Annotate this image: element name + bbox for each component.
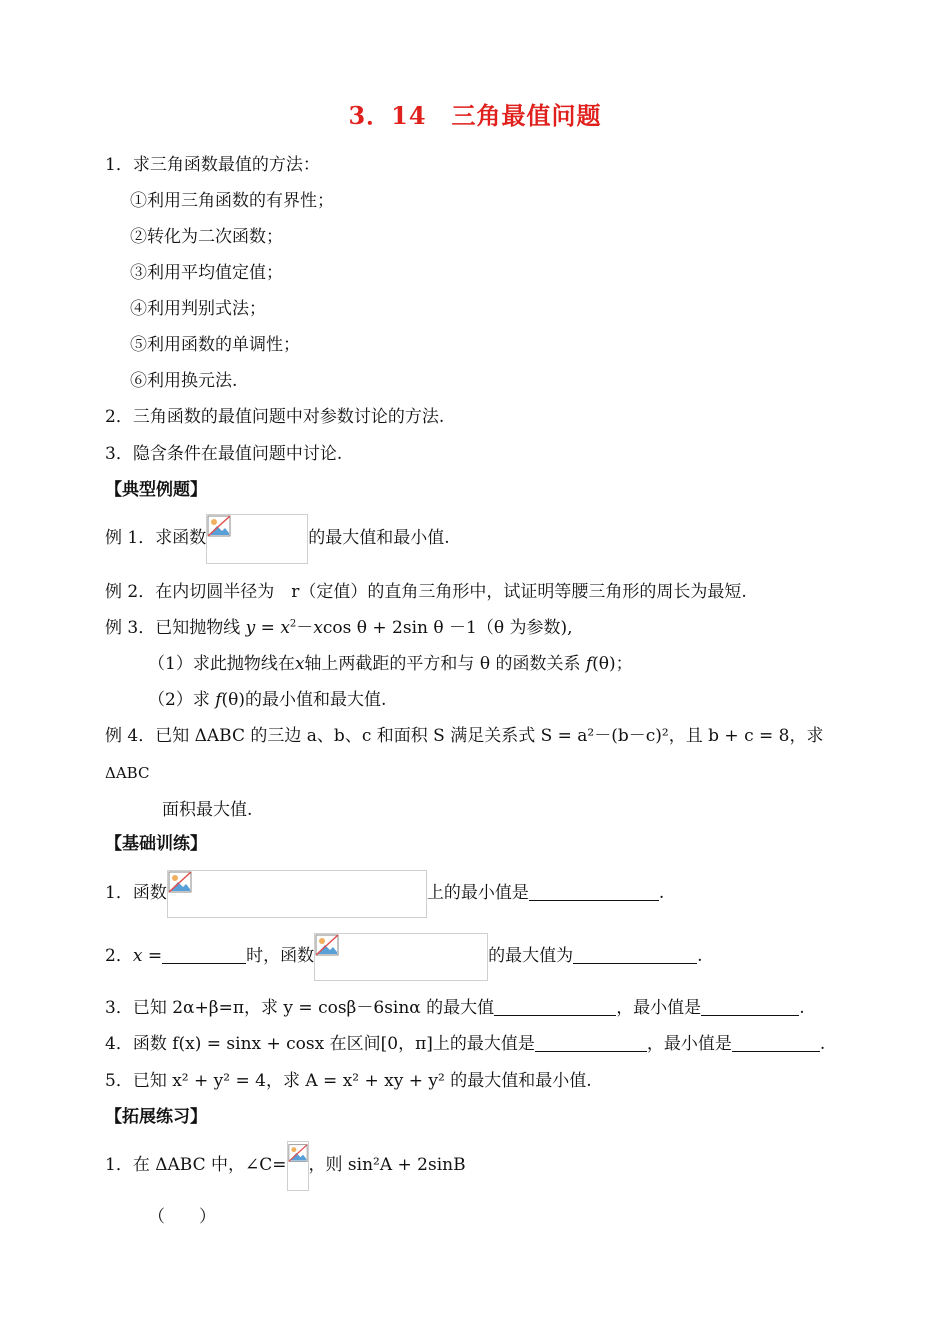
equals-sign: = — [255, 618, 281, 638]
answer-blank[interactable] — [494, 998, 616, 1016]
method-item-4: ④利用判别式法； — [130, 299, 266, 319]
part-2-suffix: (θ)的最小值和最大值. — [221, 690, 387, 710]
var-y: y — [245, 618, 256, 638]
part-1-suffix: (θ)； — [592, 654, 633, 674]
exponent: 2 — [289, 618, 297, 630]
equals-sign: = — [142, 946, 163, 966]
method-item-3: ③利用平均值定值； — [130, 263, 283, 283]
period: . — [697, 946, 703, 966]
basic-4-middle: ，最小值是 — [646, 1034, 732, 1054]
method-item-6: ⑥利用换元法. — [130, 371, 238, 391]
formula-image-placeholder — [314, 933, 488, 981]
method-item-2: ②转化为二次函数； — [130, 227, 283, 247]
answer-parentheses: （ ） — [148, 1207, 216, 1227]
answer-blank[interactable] — [162, 946, 246, 964]
page-title: 3．14 三角最值问题 — [348, 101, 602, 130]
method-item-1: ①利用三角函数的有界性； — [130, 191, 334, 211]
basic-question-4 — [105, 1033, 825, 1055]
answer-blank[interactable] — [573, 946, 697, 964]
example-3 — [105, 617, 573, 639]
method-point-2: 2．三角函数的最值问题中对参数讨论的方法. — [105, 407, 445, 427]
basic-question-2 — [105, 931, 702, 981]
basic-3-middle: ，最小值是 — [616, 998, 702, 1018]
broken-image-icon — [288, 1142, 308, 1164]
part-1-prefix: （1）求此抛物线在 — [148, 654, 295, 674]
section-heading-basic: 【基础训练】 — [105, 834, 207, 854]
example-1-prefix: 例 1．求函数 — [105, 528, 207, 548]
example-3-equation-rest: cos θ + 2sin θ －1（θ 为参数), — [322, 618, 573, 638]
var-x: x — [313, 618, 323, 638]
basic-2-prefix: 2． — [105, 946, 133, 966]
example-3-part-2 — [148, 689, 386, 711]
example-4-line-3: 面积最大值. — [162, 800, 253, 820]
example-4-line-2: ΔABC — [105, 764, 150, 782]
basic-question-3 — [105, 997, 805, 1019]
var-f: f — [215, 690, 222, 710]
period: . — [799, 998, 805, 1018]
example-1-suffix: 的最大值和最小值. — [308, 528, 450, 548]
var-x: x — [132, 946, 143, 966]
period: . — [658, 883, 665, 903]
extension-question-1 — [105, 1139, 466, 1191]
extension-1-suffix: ，则 sin²A + 2sinB — [308, 1155, 466, 1175]
method-item-5: ⑤利用函数的单调性； — [130, 335, 300, 355]
basic-2-suffix: 的最大值为 — [488, 946, 574, 966]
extension-1-prefix: 1．在 ΔABC 中，∠C= — [105, 1155, 287, 1175]
answer-blank[interactable] — [535, 1034, 647, 1052]
example-2: 例 2．在内切圆半径为 r（定值）的直角三角形中，试证明等腰三角形的周长为最短. — [105, 582, 747, 602]
var-x: x — [280, 618, 290, 638]
part-1-middle: 轴上两截距的平方和与 θ 的函数关系 — [304, 654, 581, 674]
example-3-part-1 — [148, 653, 633, 675]
part-2-prefix: （2）求 — [148, 690, 210, 710]
minus-sign: － — [296, 618, 314, 638]
example-3-prefix: 例 3．已知抛物线 — [105, 618, 241, 638]
answer-blank[interactable] — [529, 883, 659, 901]
var-x: x — [294, 654, 305, 674]
broken-image-icon — [168, 871, 192, 893]
section-heading-extension: 【拓展练习】 — [105, 1107, 207, 1127]
var-f: f — [585, 654, 593, 674]
section-heading-examples: 【典型例题】 — [105, 480, 207, 500]
basic-3-prefix: 3．已知 2α+β=π，求 y = cosβ－6sinα 的最大值 — [105, 998, 495, 1018]
broken-image-icon — [207, 515, 231, 537]
answer-blank[interactable] — [732, 1034, 820, 1052]
basic-4-prefix: 4．函数 f(x) = sinx + cosx 在区间[0，π]上的最大值是 — [105, 1034, 535, 1054]
formula-image-placeholder — [167, 870, 427, 918]
basic-1-suffix: 上的最小值是 — [426, 883, 529, 903]
formula-image-placeholder — [287, 1141, 309, 1191]
methods-heading: 1．求三角函数最值的方法： — [105, 155, 320, 175]
answer-blank[interactable] — [701, 998, 799, 1016]
method-point-3: 3．隐含条件在最值问题中讨论. — [105, 444, 343, 464]
broken-image-icon — [315, 934, 339, 956]
basic-1-prefix: 1．函数 — [105, 883, 167, 903]
formula-image-placeholder — [206, 514, 308, 564]
basic-question-5: 5．已知 x² + y² = 4，求 A = x² + xy + y² 的最大值和最小值. — [105, 1071, 592, 1091]
example-1 — [105, 512, 450, 564]
basic-question-1 — [105, 868, 664, 918]
basic-2-middle: 时，函数 — [246, 946, 315, 966]
example-4-line-1: 例 4．已知 ΔABC 的三边 a、b、c 和面积 S 满足关系式 S = a²－(b－c)²，且 b + c = 8，求 — [105, 726, 824, 746]
period: . — [819, 1034, 826, 1054]
